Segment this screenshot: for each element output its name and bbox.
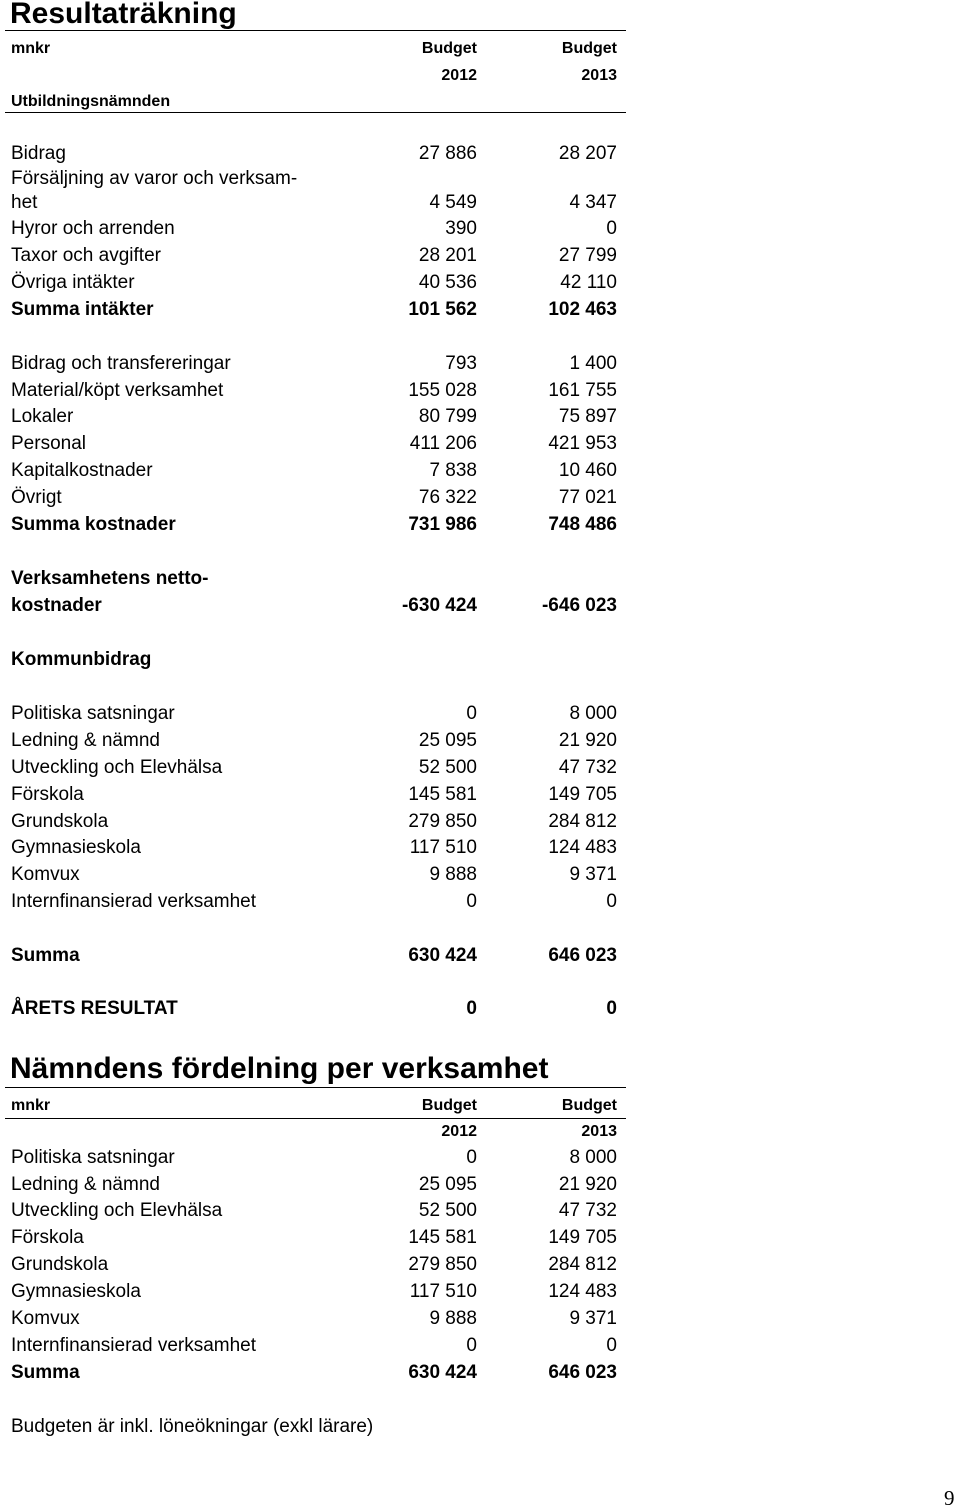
value-2012: 4 549 bbox=[429, 192, 477, 213]
value-2012: 793 bbox=[445, 353, 477, 374]
value-2012: 145 581 bbox=[408, 1227, 477, 1248]
netto-label: Verksamhetens netto- bbox=[11, 568, 209, 589]
value-2012: 0 bbox=[466, 1335, 477, 1356]
value-2012: 52 500 bbox=[418, 757, 477, 778]
value-2012: 117 510 bbox=[409, 837, 477, 858]
col-header-2012: Budget bbox=[421, 40, 477, 57]
value-2013: 8 000 bbox=[569, 703, 617, 724]
row-label: Bidrag och transfereringar bbox=[11, 353, 231, 374]
row-label: Ledning & nämnd bbox=[11, 1174, 160, 1195]
value-2012: 145 581 bbox=[408, 784, 477, 805]
section2-unit-label: mnkr bbox=[11, 1097, 51, 1114]
value-2013: 124 483 bbox=[548, 1281, 617, 1302]
value-2013: 4 347 bbox=[569, 192, 617, 213]
row-label: Internfinansierad verksamhet bbox=[11, 1335, 257, 1356]
value-2013: 28 207 bbox=[558, 143, 617, 164]
arets-resultat-2012: 0 bbox=[466, 998, 477, 1019]
value-2012: 28 201 bbox=[418, 245, 477, 266]
value-2012: 411 206 bbox=[409, 433, 477, 454]
summa-label: Summa bbox=[11, 945, 80, 966]
value-2013: 75 897 bbox=[558, 406, 617, 427]
value-2012: 390 bbox=[445, 218, 477, 239]
row-label: het bbox=[11, 192, 38, 213]
section2-title-rule bbox=[5, 1087, 626, 1088]
value-2012: 9 888 bbox=[429, 864, 477, 885]
value-2012: 155 028 bbox=[408, 380, 477, 401]
summa-intakter-2012: 101 562 bbox=[408, 299, 477, 320]
col-year-2012: 2012 bbox=[441, 67, 477, 84]
row-label: Utveckling och Elevhälsa bbox=[11, 757, 223, 778]
netto-2012: -630 424 bbox=[401, 595, 477, 616]
summa-kostnader-2012: 731 986 bbox=[408, 514, 477, 535]
value-2013: 284 812 bbox=[548, 811, 617, 832]
summa-kostnader-2013: 748 486 bbox=[548, 514, 617, 535]
section-label: Utbildningsnämnden bbox=[11, 93, 171, 110]
row-label: Politiska satsningar bbox=[11, 1147, 175, 1168]
value-2013: 149 705 bbox=[548, 1227, 617, 1248]
row-label: Övrigt bbox=[11, 487, 62, 508]
value-2012: 76 322 bbox=[418, 487, 477, 508]
value-2013: 42 110 bbox=[560, 272, 617, 293]
value-2013: 284 812 bbox=[548, 1254, 617, 1275]
value-2013: 77 021 bbox=[558, 487, 617, 508]
row-label: Gymnasieskola bbox=[11, 837, 141, 858]
value-2012: 9 888 bbox=[429, 1308, 477, 1329]
value-2012: 0 bbox=[466, 1147, 477, 1168]
row-label: Bidrag bbox=[11, 143, 66, 164]
value-2012: 0 bbox=[466, 891, 477, 912]
value-2013: 27 799 bbox=[558, 245, 617, 266]
value-2012: 0 bbox=[466, 703, 477, 724]
section2-summa-label: Summa bbox=[11, 1362, 80, 1383]
row-label: Grundskola bbox=[11, 811, 109, 832]
value-2012: 52 500 bbox=[418, 1200, 477, 1221]
page-number: 9 bbox=[944, 1486, 955, 1510]
kommunbidrag-heading: Kommunbidrag bbox=[11, 649, 152, 670]
section2-col-year-2013: 2013 bbox=[581, 1123, 617, 1140]
value-2013: 161 755 bbox=[548, 380, 617, 401]
arets-resultat-2013: 0 bbox=[606, 998, 617, 1019]
row-label: Utveckling och Elevhälsa bbox=[11, 1200, 223, 1221]
value-2012: 279 850 bbox=[408, 1254, 477, 1275]
value-2013: 47 732 bbox=[558, 757, 617, 778]
section2-summa-2013: 646 023 bbox=[548, 1362, 617, 1383]
value-2012: 7 838 bbox=[429, 460, 477, 481]
row-label: Försäljning av varor och verksam- bbox=[11, 168, 298, 189]
value-2013: 9 371 bbox=[569, 1308, 617, 1329]
row-label: Kapitalkostnader bbox=[11, 460, 153, 481]
section2-summa-2012: 630 424 bbox=[408, 1362, 477, 1383]
value-2012: 117 510 bbox=[409, 1281, 477, 1302]
value-2013: 21 920 bbox=[558, 1174, 617, 1195]
value-2013: 149 705 bbox=[548, 784, 617, 805]
value-2013: 9 371 bbox=[569, 864, 617, 885]
section2-header-rule bbox=[5, 1118, 626, 1119]
row-label: Ledning & nämnd bbox=[11, 730, 160, 751]
col-year-2013: 2013 bbox=[581, 67, 617, 84]
value-2013: 0 bbox=[606, 1335, 617, 1356]
value-2012: 40 536 bbox=[418, 272, 477, 293]
row-label: Material/köpt verksamhet bbox=[11, 380, 224, 401]
title-rule bbox=[5, 30, 626, 31]
section2-col-year-2012: 2012 bbox=[441, 1123, 477, 1140]
value-2013: 1 400 bbox=[569, 353, 617, 374]
row-label: Gymnasieskola bbox=[11, 1281, 141, 1302]
value-2013: 0 bbox=[606, 218, 617, 239]
row-label: Övriga intäkter bbox=[11, 272, 135, 293]
row-label: Politiska satsningar bbox=[11, 703, 175, 724]
row-label: Förskola bbox=[11, 1227, 84, 1248]
value-2012: 279 850 bbox=[408, 811, 477, 832]
value-2013: 47 732 bbox=[558, 1200, 617, 1221]
header-rule bbox=[5, 112, 626, 113]
summa-intakter-2013: 102 463 bbox=[548, 299, 617, 320]
summa-intakter-label: Summa intäkter bbox=[11, 299, 154, 320]
col-header-2013: Budget bbox=[561, 40, 617, 57]
value-2013: 8 000 bbox=[569, 1147, 617, 1168]
section2-col-header-2013: Budget bbox=[561, 1097, 617, 1114]
row-label: Personal bbox=[11, 433, 86, 454]
row-label: Lokaler bbox=[11, 406, 74, 427]
netto-label: kostnader bbox=[11, 595, 102, 616]
row-label: Hyror och arrenden bbox=[11, 218, 175, 239]
page-title: Resultaträkning bbox=[10, 0, 237, 30]
value-2012: 80 799 bbox=[418, 406, 477, 427]
row-label: Komvux bbox=[11, 1308, 80, 1329]
netto-2013: -646 023 bbox=[541, 595, 617, 616]
value-2012: 25 095 bbox=[418, 730, 477, 751]
value-2013: 0 bbox=[606, 891, 617, 912]
summa-2012: 630 424 bbox=[408, 945, 477, 966]
section2-col-header-2012: Budget bbox=[421, 1097, 477, 1114]
value-2013: 124 483 bbox=[548, 837, 617, 858]
value-2013: 421 953 bbox=[548, 433, 617, 454]
summa-2013: 646 023 bbox=[548, 945, 617, 966]
footnote: Budgeten är inkl. löneökningar (exkl lärare) bbox=[11, 1416, 374, 1437]
arets-resultat-label: ÅRETS RESULTAT bbox=[11, 998, 178, 1019]
value-2013: 10 460 bbox=[558, 460, 617, 481]
section2-title: Nämndens fördelning per verksamhet bbox=[10, 1052, 549, 1085]
row-label: Grundskola bbox=[11, 1254, 109, 1275]
row-label: Taxor och avgifter bbox=[11, 245, 161, 266]
row-label: Internfinansierad verksamhet bbox=[11, 891, 257, 912]
row-label: Komvux bbox=[11, 864, 80, 885]
unit-label: mnkr bbox=[11, 40, 51, 57]
value-2013: 21 920 bbox=[558, 730, 617, 751]
value-2012: 25 095 bbox=[418, 1174, 477, 1195]
row-label: Förskola bbox=[11, 784, 84, 805]
summa-kostnader-label: Summa kostnader bbox=[11, 514, 176, 535]
value-2012: 27 886 bbox=[418, 143, 477, 164]
